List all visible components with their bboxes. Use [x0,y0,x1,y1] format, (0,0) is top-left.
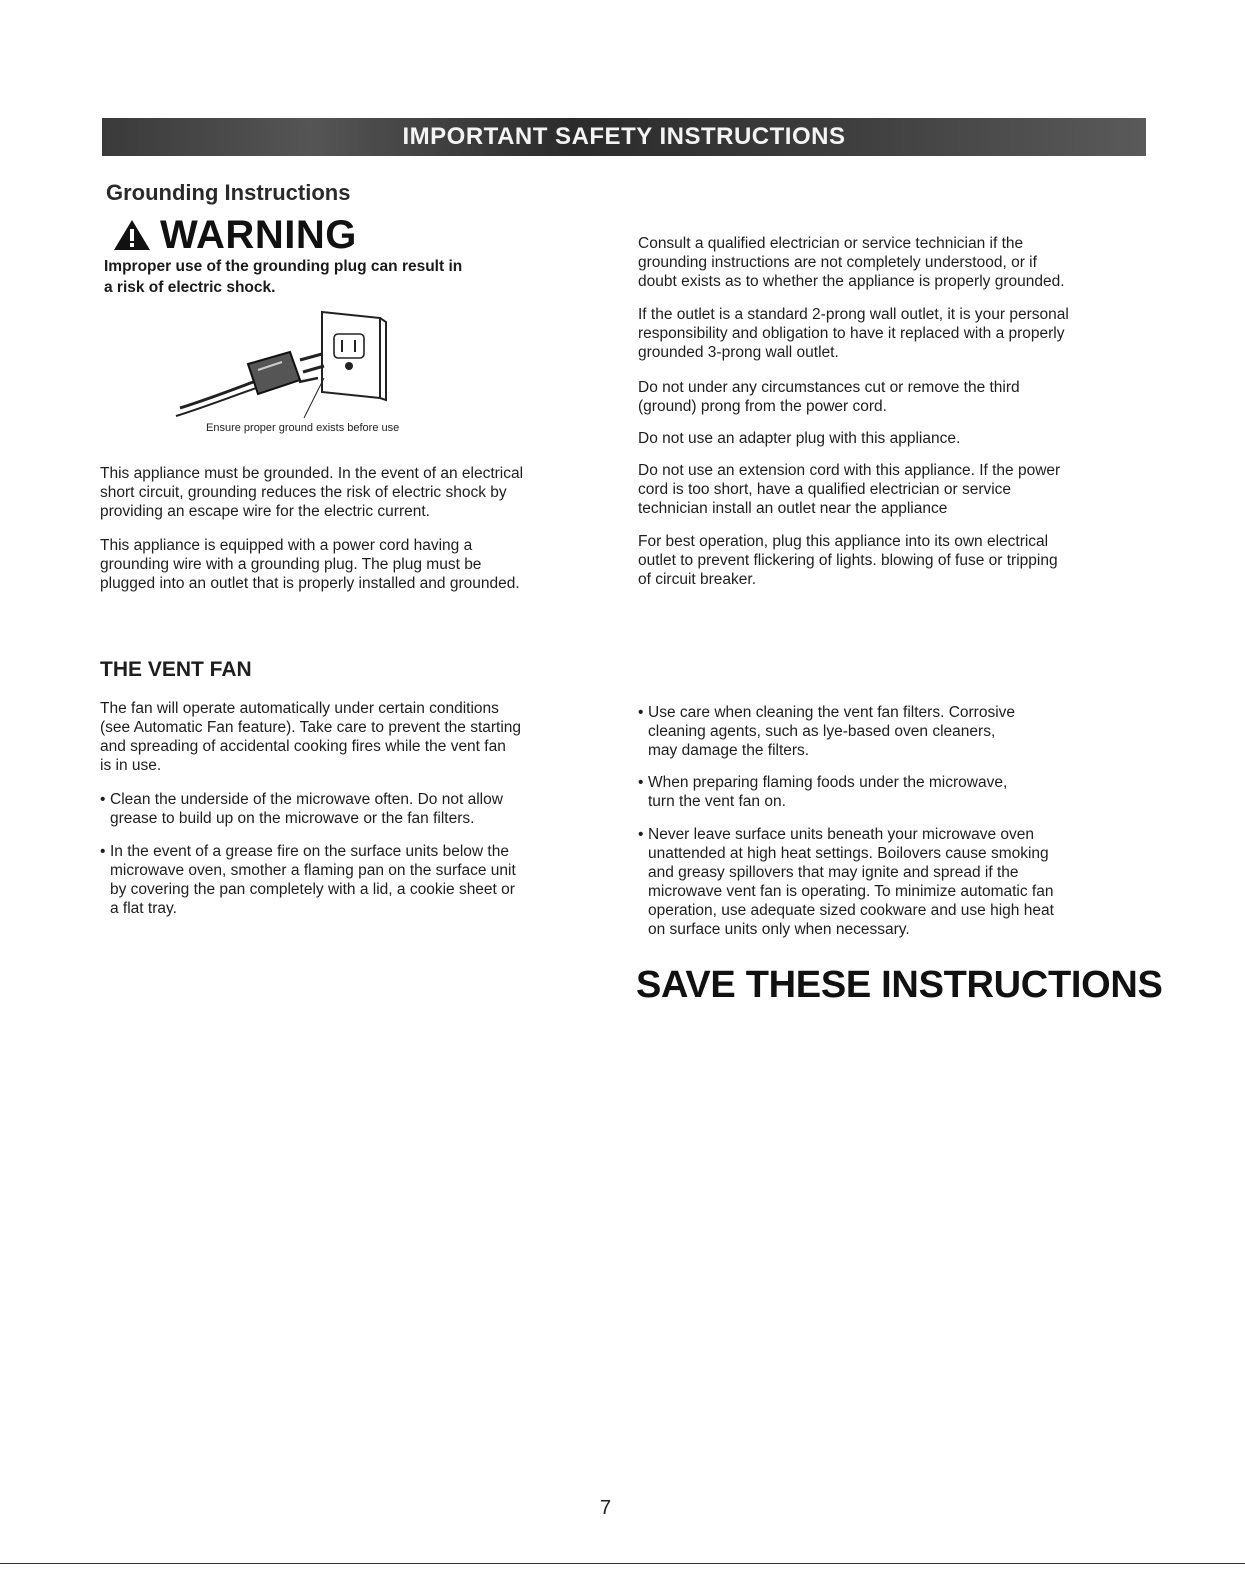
text-line: (ground) prong from the power cord. [638,398,887,415]
text-line: plugged into an outlet that is properly installed and grounded. [100,575,520,592]
save-instructions-heading: SAVE THESE INSTRUCTIONS [636,964,1163,1006]
bullet-marker: • [100,791,106,808]
text-line: Never leave surface units beneath your microwave oven [648,826,1034,843]
text-line: microwave oven, smother a flaming pan on the surface unit [110,862,516,879]
text-line: grounding wire with a grounding plug. The plug must be [100,556,482,573]
page-number: 7 [600,1497,612,1519]
text-line: This appliance must be grounded. In the event of an electrical [100,465,524,482]
text-line: Do not under any circumstances cut or remove the third [638,379,1020,396]
text-line: of circuit breaker. [638,571,757,588]
figure-caption: Ensure proper ground exists before use [206,422,400,434]
text-line: For best operation, plug this appliance into its own electrical [638,533,1049,550]
vent-fan-heading: THE VENT FAN [100,658,252,681]
text-line: When preparing flaming foods under the microwave, [648,774,1008,791]
text-line: and greasy spillovers that may ignite and spread if the [648,864,1019,881]
text-line: grease to build up on the microwave or the fan filters. [110,810,475,827]
text-line: Do not use an extension cord with this appliance. If the power [638,462,1061,479]
text-line: If the outlet is a standard 2-prong wall outlet, it is your personal [638,306,1069,323]
text-line: responsibility and obligation to have it replaced with a properly [638,325,1065,342]
vent-bullet-item [638,703,1158,763]
text-line: outlet to prevent flickering of lights. blowing of fuse or tripping [638,552,1058,569]
text-line: Do not use an adapter plug with this appliance. [638,430,961,447]
bullet-marker: • [638,774,644,791]
text-line: unattended at high heat settings. Boilovers cause smoking [648,845,1049,862]
vent-bullet-item [638,773,1158,813]
text-line: doubt exists as to whether the appliance is properly grounded. [638,273,1065,290]
warning-word: WARNING [160,212,357,257]
text-line: Use care when cleaning the vent fan filters. Corrosive [648,704,1016,721]
text-line: Consult a qualified electrician or service technician if the [638,235,1024,252]
bottom-rule [0,1563,1245,1564]
grounding-right-paragraph [638,461,1158,518]
bullet-marker: • [638,826,644,843]
grounding-left-paragraph [100,464,600,521]
vent-bullet-item [638,825,1158,945]
text-line: and spreading of accidental cooking fires while the vent fan [100,738,506,755]
text-line: short circuit, grounding reduces the risk of electric shock by [100,484,507,501]
text-line: cord is too short, have a qualified electrician or service [638,481,1012,498]
bullet-marker: • [638,704,644,721]
text-line: providing an escape wire for the electric current. [100,503,430,520]
warning-subtext-line: a risk of electric shock. [104,279,276,296]
text-line: In the event of a grease fire on the surface units below the [110,843,509,860]
text-line: is in use. [100,757,162,774]
text-line: Clean the underside of the microwave often. Do not allow [110,791,503,808]
text-line: grounding instructions are not completely understood, or if [638,254,1037,271]
text-line: turn the vent fan on. [648,793,786,810]
warning-triangle-icon [112,218,152,252]
text-line: may damage the filters. [648,742,810,759]
warning-subtext [104,256,584,298]
text-line: a flat tray. [110,900,177,917]
section-banner [102,118,1146,156]
grounding-right-paragraph [638,305,1158,362]
grounding-heading: Grounding Instructions [106,180,351,205]
grounding-left-paragraph [100,536,600,593]
grounding-right-paragraph [638,532,1158,589]
text-line: cleaning agents, such as lye-based oven cleaners, [648,723,996,740]
text-line: operation, use adequate sized cookware and use high heat [648,902,1054,919]
banner-title: IMPORTANT SAFETY INSTRUCTIONS [402,123,846,150]
grounding-right-paragraph [638,429,1158,448]
vent-bullet-item [100,790,600,830]
grounding-plug-figure [172,300,432,440]
warning-subtext-line: Improper use of the grounding plug can result in [104,258,463,275]
grounding-right-paragraph [638,378,1158,416]
text-line: by covering the pan completely with a lid, a cookie sheet or [110,881,515,898]
bullet-marker: • [100,843,106,860]
text-line: on surface units only when necessary. [648,921,910,938]
warning-label [112,212,357,258]
text-line: microwave vent fan is operating. To minimize automatic fan [648,883,1054,900]
grounding-right-paragraph [638,234,1158,291]
text-line: This appliance is equipped with a power cord having a [100,537,473,554]
vent-intro-paragraph [100,699,600,775]
text-line: (see Automatic Fan feature). Take care to prevent the starting [100,719,522,736]
text-line: technician install an outlet near the appliance [638,500,948,517]
text-line: The fan will operate automatically under certain conditions [100,700,499,717]
vent-bullet-item [100,842,600,922]
plug-and-outlet-illustration [172,300,432,440]
text-line: grounded 3-prong wall outlet. [638,344,839,361]
